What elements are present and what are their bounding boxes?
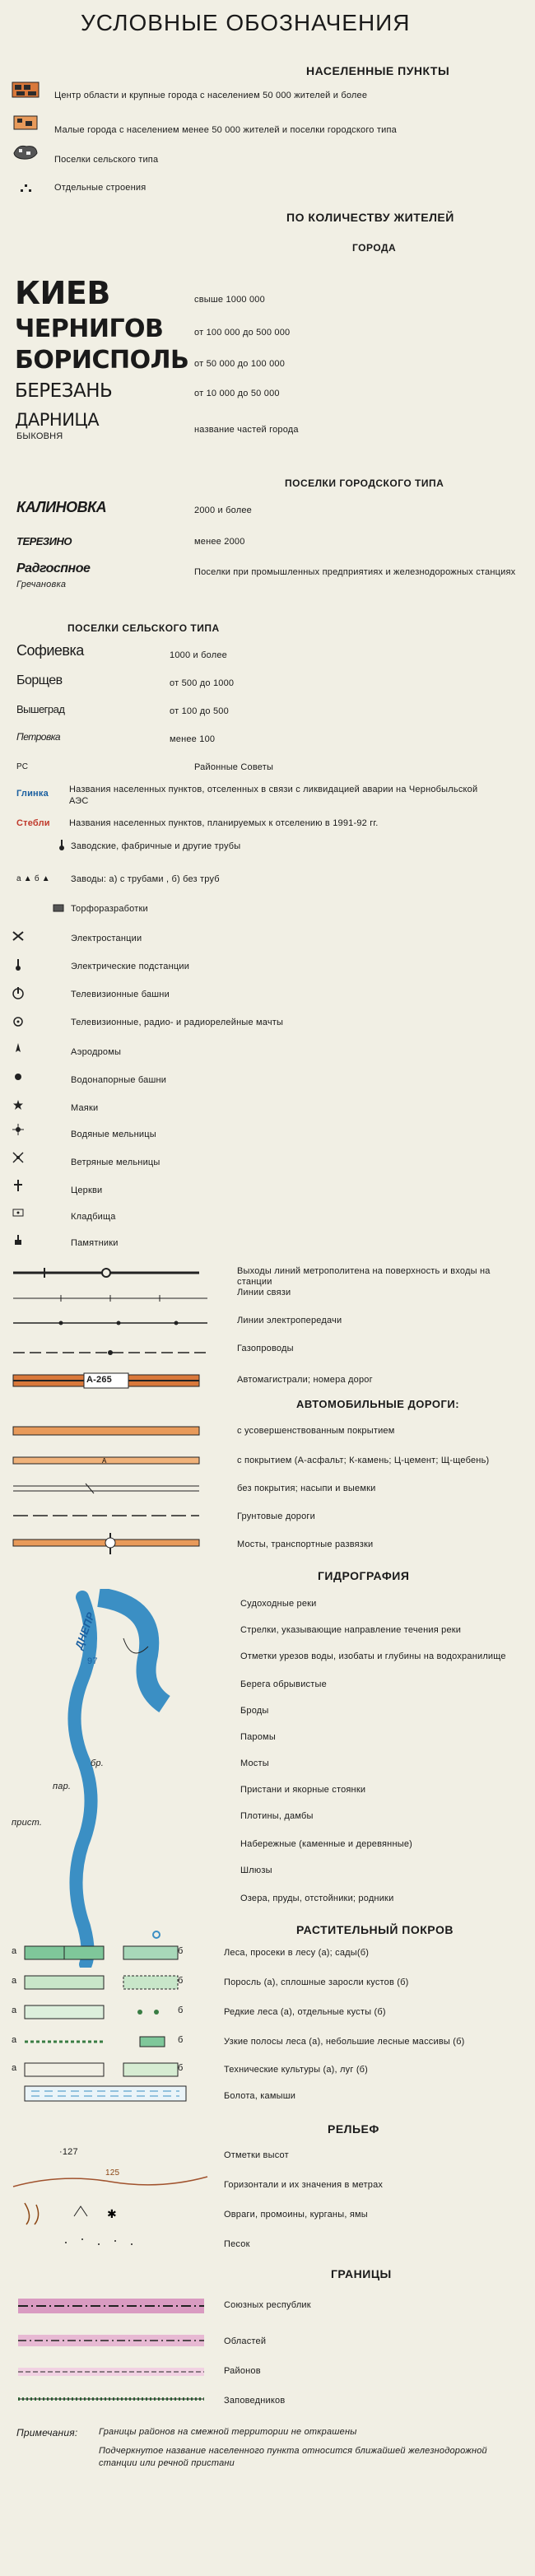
- power-station-icon: [12, 930, 25, 942]
- rural-example-1: Софиевка: [16, 642, 84, 659]
- border-1: Союзных республик: [224, 2300, 311, 2310]
- veg-b-1: б: [178, 1946, 184, 1956]
- city-desc-1: свыше 1000 000: [194, 295, 265, 305]
- notes-label: Примечания:: [16, 2427, 78, 2439]
- object-2: Заводы: а) с трубами , б) без труб: [71, 874, 220, 884]
- section-cities: ГОРОДА: [352, 242, 397, 254]
- height-mark: ·127: [59, 2147, 78, 2157]
- hydro-12: Озера, пруды, отстойники; родники: [240, 1894, 394, 1903]
- hydro-11: Шлюзы: [240, 1866, 272, 1875]
- veg-a-3: а: [12, 2005, 17, 2015]
- district-border-icon: [16, 2366, 206, 2378]
- special-evacuated-desc: Названия населенных пунктов, отселенных в связи с ликвидацией аварии на Чернобыльской АЭС: [69, 785, 478, 806]
- veg-1: Леса, просеки в лесу (а); сады(б): [224, 1948, 370, 1958]
- road-1: с усовершенствованным покрытием: [237, 1426, 395, 1436]
- settlement-type-3: Поселки сельского типа: [54, 155, 159, 165]
- water-tower-icon: [12, 1070, 25, 1083]
- urban-example-2: ТЕРЕЗИНО: [16, 535, 72, 547]
- tv-tower-icon: [12, 986, 25, 999]
- lighthouse-icon: [12, 1098, 25, 1111]
- hydro-10: Набережные (каменные и деревянные): [240, 1839, 413, 1849]
- hydro-6: Паромы: [240, 1732, 276, 1742]
- sparse-forest-icon: [16, 2004, 194, 2020]
- notes-line-2: Подчеркнутое название населенного пункта относится ближайшей железнодорожной станции или речной пристани: [99, 2446, 487, 2468]
- section-urban: ПОСЕЛКИ ГОРОДСКОГО ТИПА: [285, 477, 444, 489]
- hydro-1: Судоходные реки: [240, 1599, 317, 1609]
- airfield-icon: [12, 1042, 25, 1055]
- rural-example-2: Борщев: [16, 673, 63, 687]
- gas-pipe-icon: [12, 1347, 209, 1358]
- line-3: Линии электропередачи: [237, 1316, 342, 1325]
- paved-road-icon: [12, 1424, 201, 1437]
- section-hydro: ГИДРОГРАФИЯ: [318, 1569, 410, 1582]
- bridge-icon: [12, 1531, 201, 1556]
- svg-text:✱: ✱: [107, 2208, 117, 2221]
- windmill-icon: [12, 1151, 25, 1164]
- veg-2: Поросль (а), сплошные заросли кустов (б): [224, 1977, 409, 1987]
- city-example-berezan: БЕРЕЗАНЬ: [15, 380, 113, 402]
- highway-number: А-265: [86, 1375, 112, 1385]
- relief-1: Отметки высот: [224, 2150, 289, 2160]
- line-1: Выходы линий метрополитена на поверхность и входы на станции: [237, 1266, 491, 1287]
- city-desc-4: от 10 000 до 50 000: [194, 389, 280, 398]
- urban-sub: Гречановка: [16, 580, 67, 589]
- hydro-7: Мосты: [240, 1758, 269, 1768]
- object-3: Торфоразработки: [71, 904, 148, 914]
- object-4: Электростанции: [71, 934, 142, 943]
- special-evacuated: Глинка: [16, 789, 49, 799]
- factory-chimney-icon: [58, 840, 66, 851]
- hydro-3: Отметки урезов воды, изобаты и глубины на водохранилище: [240, 1651, 506, 1661]
- watermill-icon: [12, 1123, 25, 1136]
- ferry-label: пар.: [53, 1782, 72, 1791]
- monument-icon: [12, 1233, 25, 1246]
- urban-desc-1: 2000 и более: [194, 505, 252, 515]
- coated-road-icon: [12, 1454, 201, 1467]
- church-icon: [12, 1179, 25, 1192]
- rural-settlement-icon: [12, 142, 40, 161]
- svg-text:А: А: [102, 1457, 107, 1465]
- road-3: без покрытия; насыпи и выемки: [237, 1484, 376, 1493]
- rural-desc-1: 1000 и более: [170, 650, 227, 660]
- comm-line-icon: [12, 1293, 209, 1302]
- shrub-icon: [16, 1974, 194, 1991]
- section-by-population: ПО КОЛИЧЕСТВУ ЖИТЕЛЕЙ: [286, 211, 454, 224]
- ford-label: бр.: [91, 1758, 104, 1768]
- object-6: Телевизионные башни: [71, 990, 170, 999]
- object-1: Заводские, фабричные и другие трубы: [71, 841, 241, 851]
- hydro-2: Стрелки, указывающие направление течения реки: [240, 1625, 462, 1635]
- city-example-kiev: КИЕВ: [15, 275, 110, 311]
- object-9: Водонапорные башни: [71, 1075, 167, 1085]
- urban-desc-3: Поселки при промышленных предприятиях и железнодорожных станциях: [194, 567, 516, 577]
- special-planned: Стебли: [16, 818, 50, 828]
- republic-border-icon: [16, 2297, 206, 2315]
- relief-2: Горизонтали и их значения в метрах: [224, 2180, 384, 2190]
- line-4: Газопроводы: [237, 1344, 294, 1353]
- veg-b-2: б: [178, 1976, 184, 1986]
- object-12: Ветряные мельницы: [71, 1158, 160, 1167]
- page-title: УСЛОВНЫЕ ОБОЗНАЧЕНИЯ: [81, 10, 411, 35]
- crops-icon: [16, 2061, 194, 2078]
- city-part-sub: БЫКОВНЯ: [16, 431, 63, 441]
- substation-icon: [13, 958, 23, 971]
- road-5: Мосты, транспортные развязки: [237, 1540, 374, 1549]
- rural-desc-4: менее 100: [170, 734, 216, 744]
- dirt-road-icon: [12, 1510, 201, 1520]
- separate-buildings-icon: [20, 183, 33, 193]
- veg-a-5: а: [12, 2063, 17, 2073]
- section-roads: АВТОМОБИЛЬНЫЕ ДОРОГИ:: [296, 1398, 460, 1410]
- object-8: Аэродромы: [71, 1047, 122, 1057]
- relief-3: Овраги, промоины, курганы, ямы: [224, 2210, 368, 2220]
- city-block-icon: [12, 81, 40, 99]
- special-rs-desc: Районные Советы: [194, 762, 274, 772]
- notes-line-1: Границы районов на смежной территории не открашены: [99, 2427, 357, 2437]
- factory-ab-icon: а ▲ б ▲: [16, 874, 50, 883]
- narrow-forest-icon: [16, 2033, 194, 2050]
- veg-6: Болота, камыши: [224, 2091, 296, 2101]
- city-desc-3: от 50 000 до 100 000: [194, 359, 286, 369]
- veg-a-1: а: [12, 1946, 17, 1956]
- river-map-icon: [33, 1589, 181, 1968]
- city-example-boryspil: БОРИСПОЛЬ: [15, 346, 189, 375]
- object-13: Церкви: [71, 1186, 103, 1195]
- rural-example-4: Петровка: [16, 731, 61, 743]
- rural-example-3: Вышеград: [16, 703, 65, 715]
- swamp-icon: [23, 2085, 188, 2103]
- ravine-icon: [16, 2200, 148, 2228]
- hydro-4: Берега обрывистые: [240, 1679, 327, 1689]
- object-14: Кладбища: [71, 1212, 116, 1222]
- contour-value: 125: [105, 2168, 120, 2178]
- section-settlements: НАСЕЛЕННЫЕ ПУНКТЫ: [306, 64, 450, 77]
- city-example-darnitsa: ДАРНИЦА: [15, 410, 100, 430]
- water-mark: 97: [87, 1656, 98, 1666]
- hydro-9: Плотины, дамбы: [240, 1811, 314, 1821]
- road-4: Грунтовые дороги: [237, 1512, 315, 1521]
- urban-example-3: Радгоспное: [16, 561, 91, 575]
- object-11: Водяные мельницы: [71, 1130, 156, 1139]
- city-desc-2: от 100 000 до 500 000: [194, 328, 291, 338]
- object-7: Телевизионные, радио- и радиорелейные мачты: [71, 1018, 284, 1027]
- power-line-icon: [12, 1317, 209, 1329]
- region-border-icon: [16, 2333, 206, 2348]
- section-vegetation: РАСТИТЕЛЬНЫЙ ПОКРОВ: [296, 1923, 454, 1936]
- metro-line-icon: [12, 1265, 201, 1281]
- special-rs: РС: [16, 762, 29, 771]
- border-4: Заповедников: [224, 2396, 286, 2406]
- road-2: с покрытием (А-асфальт; К-камень; Ц-цемент; Щ-щебень): [237, 1456, 490, 1465]
- hydro-5: Броды: [240, 1706, 269, 1716]
- urban-desc-2: менее 2000: [194, 537, 245, 547]
- settlement-type-1: Центр области и крупные города с населением 50 000 жителей и более: [54, 91, 368, 100]
- section-relief: РЕЛЬЕФ: [328, 2122, 379, 2136]
- veg-5: Технические культуры (а), луг (б): [224, 2065, 369, 2075]
- line-2: Линии связи: [237, 1288, 291, 1297]
- river-name: ДНЕПР: [72, 1610, 97, 1651]
- city-example-chernigov: ЧЕРНИГОВ: [15, 314, 164, 343]
- object-10: Маяки: [71, 1103, 99, 1113]
- border-3: Районов: [224, 2366, 261, 2376]
- highway-desc: Автомагистрали; номера дорог: [237, 1375, 373, 1385]
- section-borders: ГРАНИЦЫ: [331, 2267, 392, 2280]
- peat-icon: [53, 902, 64, 912]
- rural-desc-2: от 500 до 1000: [170, 678, 235, 688]
- veg-b-5: б: [178, 2063, 184, 2073]
- veg-4: Узкие полосы леса (а), небольшие лесные массивы (б): [224, 2037, 465, 2047]
- veg-3: Редкие леса (а), отдельные кусты (б): [224, 2007, 386, 2017]
- veg-a-2: а: [12, 1976, 17, 1986]
- radio-mast-icon: [12, 1014, 25, 1027]
- pier-label: прист.: [12, 1818, 43, 1828]
- relief-4: Песок: [224, 2239, 250, 2249]
- border-2: Областей: [224, 2336, 267, 2346]
- rural-desc-3: от 100 до 500: [170, 706, 229, 716]
- settlement-type-4: Отдельные строения: [54, 183, 147, 193]
- special-planned-desc: Названия населенных пунктов, планируемых к отселению в 1991-92 гг.: [69, 818, 379, 828]
- urban-example-1: КАЛИНОВКА: [16, 499, 107, 515]
- small-town-icon: [12, 114, 40, 132]
- object-15: Памятники: [71, 1238, 119, 1248]
- veg-b-3: б: [178, 2005, 184, 2015]
- city-desc-5: название частей города: [194, 425, 299, 435]
- veg-a-4: а: [12, 2035, 17, 2045]
- settlement-type-2: Малые города с населением менее 50 000 жителей и поселки городского типа: [54, 125, 397, 135]
- reserve-border-icon: [16, 2392, 206, 2406]
- section-rural: ПОСЕЛКИ СЕЛЬСКОГО ТИПА: [67, 622, 220, 634]
- object-5: Электрические подстанции: [71, 962, 190, 971]
- forest-icon: [16, 1945, 194, 1961]
- veg-b-4: б: [178, 2035, 184, 2045]
- hydro-8: Пристани и якорные стоянки: [240, 1785, 366, 1795]
- cemetery-icon: [12, 1207, 25, 1218]
- sand-icon: [49, 2234, 165, 2251]
- unpaved-road-icon: [12, 1482, 201, 1495]
